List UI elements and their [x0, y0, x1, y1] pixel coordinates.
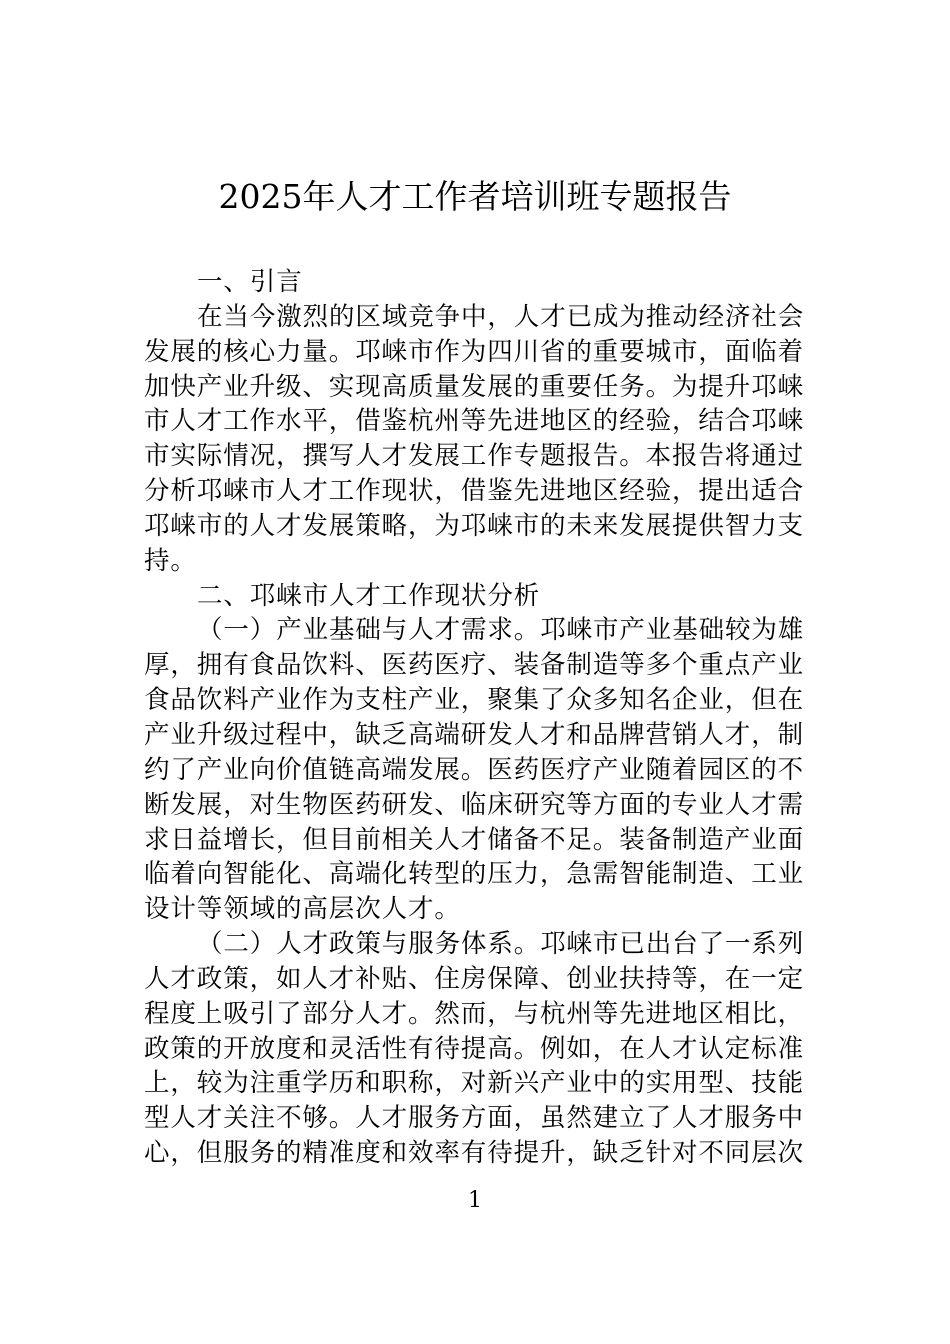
text-line: 一、引言 — [197, 267, 303, 297]
text-line: 市实际情况，撰写人才发展工作专题报告。本报告将通过 — [144, 441, 805, 472]
text-line: 食品饮料产业作为支柱产业，聚集了众多知名企业，但在 — [144, 685, 805, 716]
text-line: 临着向智能化、高端化转型的压力，急需智能制造、工业 — [144, 859, 805, 890]
page-number: 1 — [468, 1188, 482, 1213]
text-line: （一）产业基础与人才需求。邛崃市产业基础较为雄 — [197, 615, 805, 646]
text-line: 持。 — [144, 545, 197, 576]
document-body — [144, 265, 814, 1171]
text-line: 设计等领域的高层次人才。 — [144, 894, 461, 925]
text-line: （二）人才政策与服务体系。邛崃市已出台了一系列 — [197, 929, 805, 960]
text-line: 厚，拥有食品饮料、医药医疗、装备制造等多个重点产业 — [144, 650, 805, 681]
text-line: 程度上吸引了部分人才。然而，与杭州等先进地区相比， — [144, 998, 805, 1029]
text-line: 求日益增长，但目前相关人才储备不足。装备制造产业面 — [144, 824, 805, 855]
text-line: 产业升级过程中，缺乏高端研发人才和品牌营销人才，制 — [144, 719, 805, 750]
text-line: 加快产业升级、实现高质量发展的重要任务。为提升邛崃 — [144, 371, 805, 402]
text-line: 约了产业向价值链高端发展。医药医疗产业随着园区的不 — [144, 754, 805, 785]
text-line: 发展的核心力量。邛崃市作为四川省的重要城市，面临着 — [144, 336, 805, 367]
text-line: 分析邛崃市人才工作现状，借鉴先进地区经验，提出适合 — [144, 476, 805, 507]
text-line: 人才政策，如人才补贴、住房保障、创业扶持等，在一定 — [144, 963, 805, 994]
document-title: 2025年人才工作者培训班专题报告 — [218, 177, 732, 216]
text-line: 政策的开放度和灵活性有待提高。例如，在人才认定标准 — [144, 1033, 805, 1064]
text-line: 心，但服务的精准度和效率有待提升，缺乏针对不同层次 — [144, 1138, 805, 1169]
text-line: 二、邛崃市人才工作现状分析 — [197, 580, 541, 611]
text-line: 断发展，对生物医药研发、临床研究等方面的专业人才需 — [144, 789, 805, 820]
text-line: 上，较为注重学历和职称，对新兴产业中的实用型、技能 — [144, 1068, 805, 1099]
text-line: 型人才关注不够。人才服务方面，虽然建立了人才服务中 — [144, 1103, 805, 1134]
text-line: 在当今激烈的区域竞争中，人才已成为推动经济社会 — [197, 301, 805, 332]
text-line: 邛崃市的人才发展策略，为邛崃市的未来发展提供智力支 — [144, 510, 805, 541]
text-line: 市人才工作水平，借鉴杭州等先进地区的经验，结合邛崃 — [144, 406, 805, 437]
